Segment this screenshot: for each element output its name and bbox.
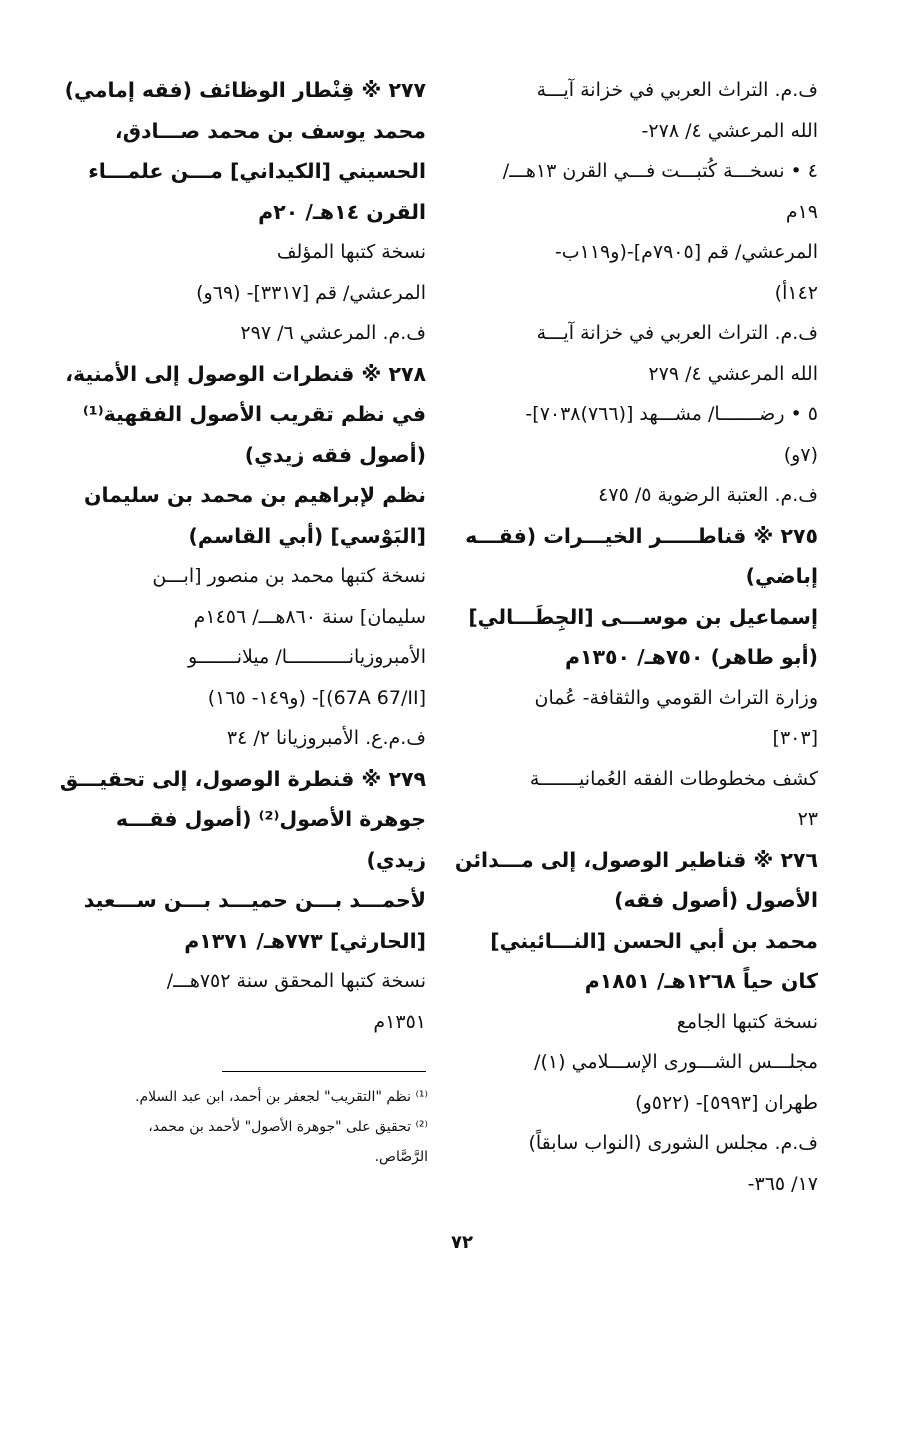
text-line: (٧و) [783,443,818,466]
left-column [59,70,426,1042]
text-line: إسماعيل بن موســـى [الجِطَـــالي] [468,604,818,629]
text-line: [الحارثي] ٧٧٣هـ/ ١٣٧١م [184,928,426,953]
text-line: (أصول فقه زيدي) [244,442,426,467]
text-line: نسخة كتبها المؤلف [276,241,426,263]
text-line: ف.م. المرعشي ٦/ ٢٩٧ [240,322,426,344]
footnotes [90,1082,428,1172]
text-line: طهران [٥٩٩٣]- (٥٢٢و) [635,1091,818,1114]
text-line: كان حياً ١٢٦٨هـ/ ١٨٥١م [584,969,818,993]
text-line: ١٩م [785,200,818,223]
text-line: ف.م.ع. الأمبروزيانا ٢/ ٣٤ [226,727,426,749]
text-line: كشف مخطوطات الفقه العُمانيـــــــة [529,767,818,790]
text-line: ٢٧٩ ※ قنطرة الوصول، إلى تحقيـــق [59,766,426,791]
page-number: ٧٢ [451,1232,473,1253]
text-line: زيدي) [366,847,426,872]
text-line: مجلـــس الشـــورى الإســـلامي (١)/ [534,1051,818,1073]
text-line: وزارة التراث القومي والثقافة- عُمان [534,686,818,709]
text-line: نسخة كتبها المحقق سنة ٧٥٢هـــ/ [166,970,426,992]
text-line: [67A 67/II)]- (و١٤٩- ١٦٥) [207,686,426,709]
text-line: ٢٧٨ ※ قنطرات الوصول إلى الأمنية، [65,361,426,386]
text-line: (أبو طاهر) ٧٥٠هـ/ ١٣٥٠م [564,645,818,669]
text-line: نسخة كتبها الجامع [676,1010,818,1033]
text-line: المرعشي/ قم [٧٩٠٥م]-(و١١٩ب- [554,241,818,263]
text-line: ٢٧٦ ※ قناطير الوصول، إلى مـــدائن [454,847,818,872]
text-line: نظم لإبراهيم بن محمد بن سليمان [83,483,426,507]
text-line: سليمان] سنة ٨٦٠هـــ/ ١٤٥٦م [193,605,426,628]
text-line: ٤ • نسخـــة كُتبـــت فـــي القرن ١٣هـــ/ [502,160,818,182]
text-line: ٢٧٧ ※ قِنْطار الوظائف (فقه إمامي) [64,78,426,102]
text-line: ف.م. مجلس الشورى (النواب سابقاً) [528,1132,818,1154]
text-line: المرعشي/ قم [٣٣١٧]- (٦٩و) [196,281,426,304]
text-line: ١٣٥١م [373,1010,426,1033]
text-line: ٢٣ [797,808,818,830]
text-line: لأحمـــد بـــن حميـــد بـــن ســـعيد [83,888,426,912]
text-line: جوهرة الأصول⁽²⁾ (أصول فقـــه [115,807,426,831]
text-line: الأمبروزيانـــــــــــا/ ميلانـــــــو [187,646,426,668]
text-line: [البَوْسي] (أبي القاسم) [188,523,426,548]
footnote-2: ⁽²⁾ تحقيق على "جوهرة الأصول" لأحمد بن محمد، [148,1119,428,1135]
text-line: ٢٧٥ ※ قناطـــــر الخيـــرات (فقـــه [465,523,818,548]
right-column [454,70,818,1204]
text-line: في نظم تقريب الأصول الفقهية⁽¹⁾ [82,402,426,426]
text-line: الأصول (أصول فقه) [614,888,818,912]
text-line: نسخة كتبها محمد بن منصور [ابـــن [152,565,426,587]
text-line: إباضي) [745,564,818,588]
text-line: ف.م. العتبة الرضوية ٥/ ٤٧٥ [598,484,818,506]
text-line: الله المرعشي ٤/ ٢٧٨- [641,119,818,142]
text-line: ف.م. التراث العربي في خزانة آيـــة [536,79,818,101]
footnote-1: ⁽¹⁾ نظم "التقريب" لجعفر بن أحمد، ابن عبد السلام. [135,1089,428,1105]
footnote-2-continued: الرَّصَّاص. [374,1149,428,1165]
text-line: ١٧/ ٣٦٥- [747,1172,818,1195]
text-line: ف.م. التراث العربي في خزانة آيـــة [536,322,818,344]
text-line: الحسيني [الكيداني] مـــن علمـــاء [88,159,426,183]
text-line: [٣٠٣] [772,727,818,749]
text-line: الله المرعشي ٤/ ٢٧٩ [648,362,818,385]
footnote-divider [222,1071,426,1072]
text-line: محمد يوسف بن محمد صـــادق، [114,118,426,143]
text-line: ٥ • رضـــــــا/ مشـــهد [(٧٦٦)٧٠٣٨]- [525,403,818,425]
text-line: ١٤٢أ) [774,281,818,304]
text-line: القرن ١٤هـ/ ٢٠م [258,199,426,224]
text-line: محمد بن أبي الحسن [النـــائيني] [490,928,818,953]
